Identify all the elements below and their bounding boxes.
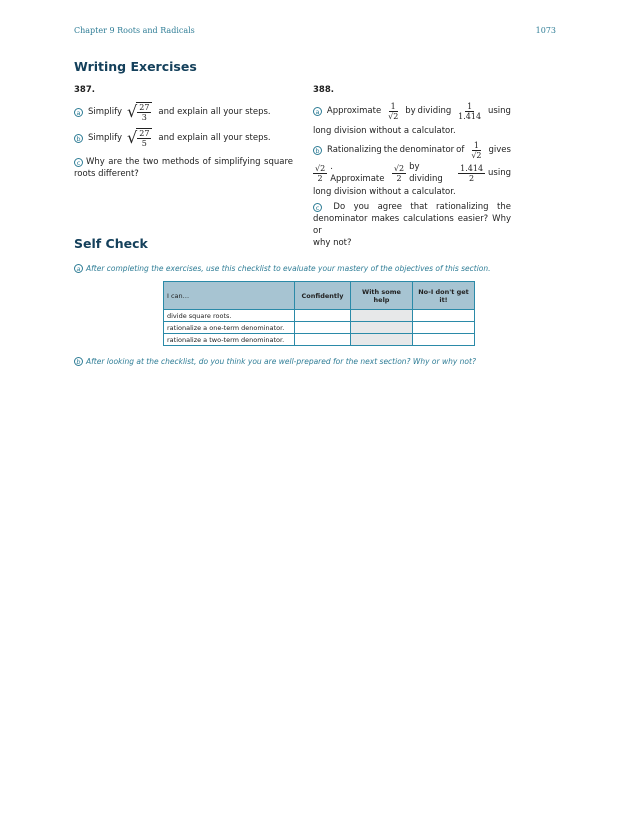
exercise-text: Rationalizing	[326, 145, 382, 155]
exercise-388a	[313, 100, 511, 122]
fraction	[458, 164, 485, 183]
exercise-text: Do	[333, 202, 346, 212]
exercise-text: and explain all your steps.	[158, 133, 271, 143]
fraction-denominator: 3	[141, 113, 147, 122]
table-row	[164, 334, 475, 346]
exercise-388	[313, 84, 511, 249]
fraction	[313, 164, 327, 183]
fraction-numerator: 1	[473, 140, 479, 150]
fraction-denominator: 5	[141, 139, 147, 148]
fraction	[392, 164, 406, 183]
fraction-denominator: 2	[469, 173, 475, 183]
fraction	[469, 141, 483, 160]
exercise-text: Simplify	[88, 107, 123, 117]
exercise-text: dividing	[417, 106, 452, 116]
exercise-text: of	[456, 145, 465, 155]
exercise-number: 388.	[313, 85, 334, 95]
fraction-numerator: 1	[467, 101, 473, 111]
checkbox-cell[interactable]	[351, 322, 413, 334]
checkbox-cell[interactable]	[295, 334, 351, 346]
part-b-marker: b	[313, 146, 322, 155]
fraction-denominator: √2	[388, 111, 399, 121]
exercise-text: that	[410, 202, 428, 212]
fraction-denominator: √2	[471, 150, 482, 160]
radical-expression: √ $\frac{27}{3}$	[127, 102, 152, 122]
fraction-denominator: 1.414	[458, 111, 482, 121]
self-check-instruction-a	[74, 264, 491, 273]
checkbox-cell[interactable]	[351, 310, 413, 322]
exercise-text: Simplify	[88, 133, 123, 143]
instruction-text: After looking at the checklist, do you think you are well-prepared for the next section? Why or why not?	[86, 357, 476, 366]
radical-expression: √ $\frac{27}{5}$	[127, 128, 152, 148]
part-a-marker: a	[74, 108, 83, 117]
exercise-text: Approximate	[326, 106, 382, 116]
instruction-text: After completing the exercises, use this checklist to evaluate your mastery of the objectives of this section.	[86, 264, 491, 273]
section-title-writing-exercises: Writing Exercises	[74, 59, 197, 74]
exercise-text: by	[405, 106, 416, 116]
exercise-text: using	[488, 168, 511, 178]
exercise-text: denominator	[399, 145, 455, 155]
checkbox-cell[interactable]	[413, 322, 475, 334]
exercise-text: gives	[488, 145, 511, 155]
part-c-marker: c	[74, 158, 83, 167]
exercise-text: why not?	[313, 238, 352, 248]
self-check-table	[163, 281, 475, 346]
exercise-text: using	[487, 106, 511, 116]
column-header: Confidently	[295, 282, 351, 310]
checkbox-cell[interactable]	[295, 310, 351, 322]
part-b-marker: b	[74, 357, 83, 366]
part-a-marker: a	[313, 107, 322, 116]
part-c-marker: c	[313, 203, 322, 212]
exercise-text: and explain all your steps.	[158, 107, 271, 117]
exercise-text: Why are the two methods of simplifying square	[86, 157, 293, 167]
column-header: No-I don't get it!	[413, 282, 475, 310]
fraction-numerator: 1.414	[460, 163, 484, 173]
text-line	[74, 156, 293, 168]
exercise-387	[74, 84, 293, 180]
exercise-387b	[74, 126, 293, 150]
fraction-denominator: 2	[396, 173, 402, 183]
exercise-387a	[74, 100, 293, 124]
table-cell: divide square roots.	[164, 310, 295, 322]
exercise-text: the	[383, 145, 398, 155]
table-row	[164, 310, 475, 322]
column-header: I can…	[164, 282, 295, 310]
fraction-denominator: 2	[317, 173, 323, 183]
checkbox-cell[interactable]	[413, 334, 475, 346]
table-cell: rationalize a one-term denominator.	[164, 322, 295, 334]
exercise-387c	[74, 156, 293, 180]
exercise-text: . Approximate	[330, 162, 385, 184]
exercise-text: long division without a calculator.	[313, 126, 456, 136]
table-header-row	[164, 282, 475, 310]
checkbox-cell[interactable]	[351, 334, 413, 346]
section-title-self-check: Self Check	[74, 236, 148, 251]
checkbox-cell[interactable]	[413, 310, 475, 322]
page-number: 1073	[535, 26, 556, 35]
text-line	[313, 161, 511, 185]
exercise-text: denominator makes calculations easier? Why or	[313, 214, 511, 236]
fraction	[456, 102, 483, 121]
exercise-text: rationalizing	[436, 202, 489, 212]
part-a-marker: a	[74, 264, 83, 273]
fraction-numerator: √2	[393, 163, 405, 173]
fraction	[386, 102, 400, 121]
exercise-text: the	[496, 202, 511, 212]
running-header-chapter: Chapter 9 Roots and Radicals	[74, 26, 195, 35]
checkbox-cell[interactable]	[295, 322, 351, 334]
exercise-text: by dividing	[409, 162, 443, 184]
exercise-text: you	[353, 202, 370, 212]
fraction-numerator: 27	[139, 129, 150, 138]
fraction-numerator: 27	[139, 103, 150, 112]
exercise-text: roots different?	[74, 169, 139, 179]
fraction-numerator: √2	[315, 163, 326, 173]
fraction-numerator: 1	[390, 101, 396, 111]
exercise-text: agree	[377, 202, 402, 212]
part-b-marker: b	[74, 134, 83, 143]
exercise-388c	[313, 201, 511, 213]
column-header: With some help	[351, 282, 413, 310]
table-row	[164, 322, 475, 334]
table-cell: rationalize a two-term denominator.	[164, 334, 295, 346]
exercise-text: long division without a calculator.	[313, 187, 456, 197]
exercise-number: 387.	[74, 85, 95, 95]
exercise-388b	[313, 139, 511, 161]
self-check-instruction-b	[74, 357, 476, 366]
